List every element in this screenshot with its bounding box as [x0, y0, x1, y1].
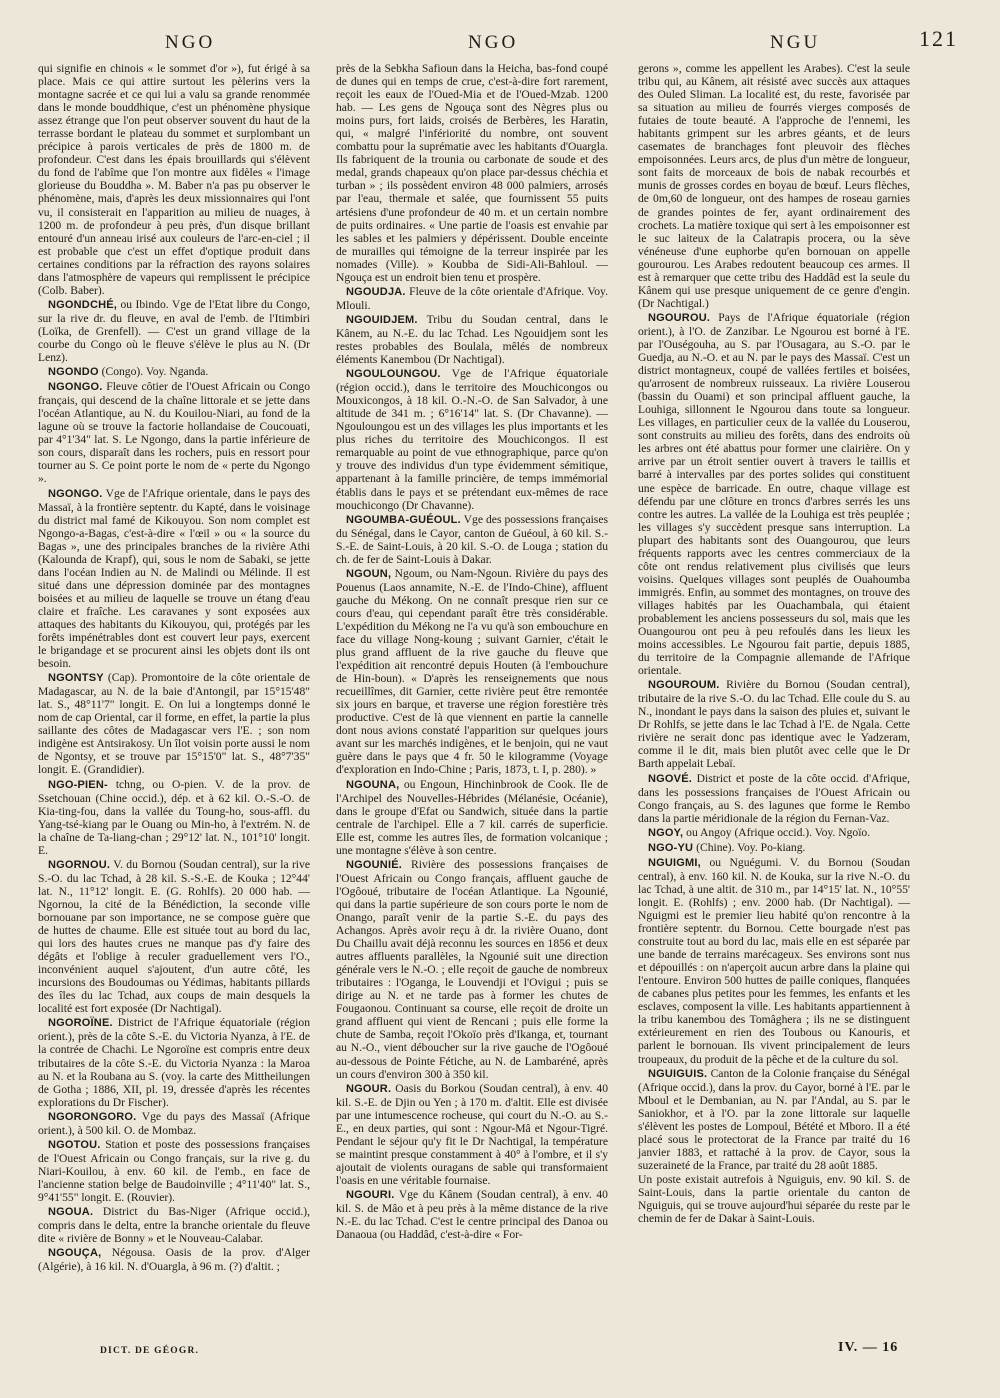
text-column-3: [638, 62, 910, 1226]
dictionary-entry: [638, 1173, 910, 1225]
entry-headword: NGOUROU.: [648, 311, 711, 324]
dictionary-entry: [336, 858, 608, 1081]
dictionary-entry: [38, 1138, 310, 1204]
dictionary-entry: [38, 858, 310, 1016]
entry-body: gerons », comme les appellent les Arabes). C'est la seule tribu qui, au Kânem, ait résisté avec succès aux attaques des Ouled Sliman. La localité est, du reste, favorisée par sa situation au milieu de fourrés vierges composés de futaies de toute beauté. A l'approche de l'ennemi, les habitants grimpent sur les arbres géants, et de leurs casemates de branchages font pleuvoir des flèches empoisonnées. Leurs arcs, de plus d'un mètre de longueur, sont faits de morceaux de bois de nabak recourbés et munis de grosses cordes en boyau de bœuf. Leurs flèches, de 0m,60 de longueur, ont des hampes de roseau garnies de grandes pointes de fer, ayant ordinairement des crochets. La matière toxique qui sert à les empoisonner est le suc laiteux de la Calatrapis procera, ou la sève vénéneuse d'une euphorbe qu'en bornouan on appelle gourourou. Les Arabes redoutent beaucoup ces armes. Il est à remarquer que cette tribu des Haddâd est la seule du Kânem qui use presque uniquement de ce genre d'engin. (Dr Nachtigal.): [638, 62, 910, 310]
entry-body: Tribu du Soudan central, dans le Kânem, au N.-E. du lac Tchad. Les Ngouidjem sont les restes probables des Boulala, mêlés de nombreux éléments Kanembou (Dr Nachtigal).: [336, 312, 608, 367]
dictionary-entry: [38, 1016, 310, 1108]
entry-headword: NGONGO.: [48, 487, 103, 500]
entry-headword: NGO-YU: [648, 841, 694, 854]
entry-body: (Cap). Promontoire de la côte orientale de Madagascar, au N. de la baie d'Antongil, par 15°15'48" lat. S., 48°11'7" longit. E. On lui a longtemps donné le nom de cap Oriental, car il forme, en effet, la partie la plus saillante des côtes de Madagascar vers l'E. ; son nom indigène est Antsirakosy. Un îlot voisin porte aussi le nom de Ngontsy, et se trouve par 15°15'0" lat. S., 48°7'35" longit. E. (Grandidier).: [38, 671, 310, 777]
dictionary-entry: [38, 1110, 310, 1137]
running-header: [0, 18, 1000, 58]
entry-body: Vge du Kânem (Soudan central), à env. 40 kil. S. de Mâo et à peu près à la même distance de la rive N.-E. du lac Tchad. C'est le centre principal des Danoa ou Danaoua (ou Haddâd, c'est-à-dire « For-: [336, 1187, 608, 1242]
entry-headword: NGONGO.: [48, 381, 103, 394]
entry-body: ou Engoun, Hinchinbrook de Cook. Ile de l'Archipel des Nouvelles-Hébrides (Mélanésie, Océanie), dans le groupe d'Efat ou Sandwich, située dans la partie centrale de l'archipel. Elle a 7 kil. carrés de superficie. Elle est, comme les autres îles, de formation volcanique ; une montagne s'élève à son centre.: [336, 777, 609, 857]
dictionary-entry: [336, 285, 608, 312]
entry-headword: NGOUROUM.: [648, 679, 720, 692]
entry-body: tchng, ou O-pien. V. de la prov. de Ssetchouan (Chine occid.), dép. et à 62 kil. O.-S.-O. de Kia-ting-fou, dans la vallée du Toung-ho, sous-affl. du Yang-tsé-kiang par le Ouang ou Min-ho, à l'extrém. N. de la chaîne de Ta-liang-chan ; 29°12' lat. N., 101°10' longit. E.: [38, 777, 310, 857]
dictionary-entry: [638, 826, 910, 840]
entry-headword: NGO-PIEN-: [48, 778, 108, 791]
page-number: 121: [919, 26, 958, 51]
entry-body: qui signifie en chinois « le sommet d'or »), fut érigé à sa place. Mais ce qui attire surtout les pèlerins vers la montagne sacrée et ce qui lui a valu sa grande renommée dans le monde bouddhique, c'est un phénomène physique assez étrange que l'on peut observer souvent du haut de la terrasse bordant le plateau du sommet et surplombant un précipice à parois verticales de près de 1800 m. de profondeur. C'est dans les épais brouillards qui s'élèvent du fond de l'abîme que l'on montre aux fidèles « l'image glorieuse du Bouddha ». M. Baber n'a pas pu observer le phénomène, mais, d'après les deux missionnaires qui l'ont vu, il consisterait en l'apparition au milieu de nuages, à 1200 m. de profondeur à peu près, d'un disque brillant entouré d'un anneau irisé aux couleurs de l'arc-en-ciel ; il est probable que c'est un effet d'optique produit dans certaines conditions par la réfraction des rayons solaires dans l'atmosphère de vapeurs qui remplissent le précipice (Colb. Baber).: [38, 62, 310, 297]
dictionary-entry: [38, 671, 310, 776]
dictionary-entry: [336, 1188, 608, 1241]
entry-body: Négousa. Oasis de la prov. d'Alger (Algérie), à 16 kil. N. d'Ouargla, à 96 m. (?) d'altit. ;: [38, 1246, 310, 1274]
entry-body: Canton de la Colonie française du Sénégal (Afrique occid.), dans la prov. du Cayor, borné à l'E. par le Mboul et le Dembanian, au N. par l'Andal, au S. par le Saniokhor, et à l'O. par la zone littorale sur laquelle s'élèvent les postes de Lompoul, Bétété et Mboro. Il a été placé sous le protectorat de la France par traité du 16 janvier 1883, et rattaché à la prov. de Cayor, sous la suzeraineté de la France, par traité du 28 août 1885.: [638, 1066, 910, 1172]
entry-body: Rivière des possessions françaises de l'Ouest Africain ou Congo français, affluent gauche de l'Ogôoué, tributaire de l'océan Atlantique. La Ngounié, qui dans la partie supérieure de son cours porte le nom de Onango, paraît venir de la partie S.-E. du pays des Achangos. Après avoir reçu à dr. la rivière Ouano, dont Du Chaillu avait déjà reconnu les sources en 1856 et deux autres affluents parallèles, la Ngounié suit une direction générale vers le N.-O. ; elle reçoit de gauche de nombreux tributaires : l'Oganga, le Louvendji et l'Ovigui ; puis se dirige au N. et ne tarde pas à former les chutes de Fougaonou. Continuant sa course, elle reçoit de droite un grand affluent qui vient de Rencani ; puis elle forme la chute de Samba, reçoit l'Okoïo près d'Ikanga, et, tournant au N.-O., vient déboucher sur la rive gauche de l'Ogôoué au-dessous de Pointe Fétiche, au N. de Lambaréné, après un cours d'environ 300 à 350 kil.: [336, 857, 609, 1081]
dictionary-entry: [638, 311, 910, 677]
dictionary-entry: [38, 380, 310, 485]
entry-headword: NGOROÏNE.: [48, 1017, 113, 1030]
dictionary-entry: [38, 62, 310, 297]
entry-headword: NGOUR.: [346, 1082, 392, 1095]
dictionary-entry: [336, 1082, 608, 1187]
entry-headword: NGOUÇA,: [48, 1247, 102, 1260]
dictionary-entry: [38, 1205, 310, 1245]
dictionary-entry: [38, 365, 310, 379]
entry-headword: NGOUA.: [48, 1206, 94, 1219]
entry-body: District de l'Afrique équatoriale (région orient.), près de la côte S.-E. du Victoria Nyanza, à l'E. de la contrée de Chachi. Le Ngoroïne est compris entre deux tributaires de la côte S.-E. du Victoria Nyanza : la Maroa au N. et la Roubana au S. (voy. la carte des Mittheilungen de Gotha ; 1886, XII, pl. 19, dressée d'après les récentes explorations du Dr Fischer).: [38, 1016, 311, 1109]
entry-body: Fleuve de la côte orientale d'Afrique. Voy. Mlouli.: [336, 284, 608, 312]
entry-headword: NGOUNA,: [346, 778, 400, 791]
entry-body: Fleuve côtier de l'Ouest Africain ou Congo français, qui descend de la chaîne littorale et se jette dans l'océan Atlantique, au N. du Kouilou-Niari, au fond de la lagune où se trouve la factorie hollandaise de Coucouati, par 4°1'34" lat. S. Le Ngongo, dans la partie inférieure de son cours, disparaît dans les rochers, puis en ressort pour tourner au S. Ce point porte le nom de « perte du Ngongo ».: [38, 380, 310, 486]
entry-body: ou Angoy (Afrique occid.). Voy. Ngoïo.: [686, 825, 871, 839]
entry-headword: NGOVÉ.: [648, 772, 692, 785]
entry-body: V. du Bornou (Soudan central), sur la rive S.-O. du lac Tchad, à 28 kil. S.-S.-E. de Kouka ; 12°44' lat. N., 11°12' longit. E. (G. Rohlfs). 20 000 hab. — Ngornou, la cité de la Bénédiction, la seconde ville bornouane par son importance, ne se compose guère que de huttes de chaume. Elle est située tout au bord du lac, qui lors des hautes crues ne manque pas d'y faire des dégâts et l'oblige à reculer graduellement vers l'O., inconvénient auquel s'ajoutent, d'un autre côté, les incursions des Boudoumas ou Yédimas, habitants pillards des îles du lac Tchad, aux coups de main desquels la localité est fort exposée (Dr Nachtigal).: [38, 857, 310, 1016]
entry-body: ou Nguégumi. V. du Bornou (Soudan central), à env. 160 kil. N. de Kouka, sur la rive N.-O. du lac Tchad, à une altit. de 310 m., par 14°15' lat. N., 10°55' longit. E. (Rohlfs) ; env. 2000 hab. (Dr Nachtigal). — Nguigmi est le premier lieu habité qu'on rencontre à la frontière septentr. du Bornou. Cette bourgade n'est pas construite tout au bord du lac, mais elle en est séparée par une bande de terrains marécageux. Ses environs sont nus et dépouillés : on n'aperçoit aucun arbre dans la plaine qui l'entoure. Environ 500 huttes de paille coniques, flanquées de cabanes plus petites pour les femmes, les enfants et les esclaves, composent la ville. Les habitants appartiennent à la tribu kanembou des Tomâghera ; ils ne se distinguent extérieurement en rien des Toubous ou Kanouris, et parlent le bornouan. Ils vivent principalement de leurs troupeaux, du produit de la pêche et de la culture du sol.: [638, 855, 910, 1066]
entry-body: Vge des possessions françaises du Sénégal, dans le Cayor, canton de Guéoul, à 60 kil. S.-S.-E. de Saint-Louis, à 20 kil. S.-O. de Louga ; station du ch. de fer de Saint-Louis à Dakar.: [336, 512, 608, 566]
dictionary-entry: [336, 313, 608, 366]
entry-body: Ngoum, ou Nam-Ngoun. Rivière du pays des Pouenus (Laos annamite, N.-E. de l'Indo-Chine), affluent gauche du Mékong. On ne connaît presque rien sur ce cours d'eau, qui cependant paraît être très considérable. L'expédition du Mékong ne l'a vu qu'à son embouchure en face du village Nong-koung ; suivant Garnier, c'était le plus grand affluent de la rive gauche du fleuve que l'expédition ait rencontré depuis Houten (à l'embouchure de Hin-boun). « D'après les renseignements que nous recueillîmes, dit Garnier, cette rivière peut être remontée six jours en barque, et traverse une région forestière très productive. C'est de là que viennent en partie la cannelle dont nous avions constaté l'apparition sur quelques jours avant sur les marchés indigènes, et le benjoin, qui ne vaut guère dans le pays que 4 fr. 50 le kilogramme (Voyage d'exploration en Indo-Chine ; Paris, 1873, t. I, p. 280). »: [336, 566, 608, 777]
entry-body: Un poste existait autrefois à Nguiguis, env. 90 kil. S. de Saint-Louis, dans la partie orientale du canton de Nguiguis, qui se trouve aujourd'hui séparée du reste par le chemin de fer de Dakar à Saint-Louis.: [638, 1172, 910, 1226]
entry-headword: NGOUN,: [346, 567, 392, 580]
dictionary-entry: [638, 1067, 910, 1172]
entry-headword: NGONDO: [48, 366, 99, 379]
entry-headword: NGOULOUNGOU.: [346, 368, 441, 381]
entry-body: (Chine). Voy. Po-kiang.: [696, 840, 806, 854]
entry-body: ou Ibindo. Vge de l'Etat libre du Congo, sur la rive dr. du fleuve, en aval de l'emb. de l'Itimbiri (Loïka, de Grenfell). — C'est un grand village de la courbe du Congo où le fleuve s'élève le plus au N. (Dr Lenz).: [38, 297, 310, 365]
entry-body: District du Bas-Niger (Afrique occid.), compris dans le delta, entre la branche orientale du fleuve dite « rivière de Bonny » et le Nouveau-Calabar.: [38, 1205, 310, 1246]
text-column-2: [336, 62, 608, 1242]
entry-body: District et poste de la côte occid. d'Afrique, dans les possessions françaises de l'Ouest Africain ou Congo français, au S. des lagunes que forme le Rembo dans la partie méridionale de la région du Fernan-Vaz.: [638, 771, 910, 825]
entry-headword: NGOUMBA-GUÉOUL.: [346, 513, 461, 526]
footer-signature: DICT. DE GÉOGR.: [100, 1346, 200, 1356]
entry-body: Vge de l'Afrique équatoriale (région occid.), dans le territoire des Mouchicongos ou Mouxicongos, à 18 kil. O.-N.-O. de San Salvador, à une altitude de 341 m. ; 6°16'14" lat. S. (Dr Chavanne). — Ngouloungou est un des villages les plus importants et les plus riches du territoire des Mouchicongos. Il est remarquable au point de vue ethnographique, parce qu'on y trouve des individus d'un type évidemment sémitique, appartenant à la famille princière, de temps immémorial établis dans le pays et se prétendant eux-mêmes de race mouchicongo (Dr Chavanne).: [336, 367, 608, 512]
entry-headword: NGOUNIÉ.: [346, 858, 402, 871]
header-center-word: NGO: [468, 32, 519, 53]
dictionary-entry: [638, 856, 910, 1066]
entry-body: Pays de l'Afrique équatoriale (région orient.), à l'O. de Zanzibar. Le Ngourou est borné à l'E. par l'Ouségouha, au S. par l'Ousagara, au S.-O. par le Guedja, au N.-O. et au N. par le pays des Massaï. C'est un district montagneux, coupé de vallées fertiles et boisées, qu'arrosent de nombreux ruisseaux. La rivière Louserou (bassin du Ouami) et son principal affluent gauche, la Louhiga, sillonnent le Ngourou dans toute sa longueur. Les villages, en particulier ceux de la vallée du Louserou, sont construits au milieu des forêts, dans des endroits où les arbres ont été abattus pour former une clairière. On y arrive par un étroit sentier ouvert à travers le taillis et barré à intervalles par des portes solides qui constituent une espèce de barricade. En outre, chaque village est défendu par une clôture en troncs d'arbres serrés les uns contre les autres. La vallée de la Louhiga est très peuplée ; les villages s'y succèdent presque sans interruption. La plupart des habitants sont des Ouangourou, que leurs fréquents rapports avec les centres commerciaux de la côte ont rendus relativement plus civilisés que leurs voisins. Quelques villages sont peuplés de Ouahoumba immigrés. Enfin, au sommet des montagnes, on trouve des villages habités par les Ouachambala, qui étaient probablement les anciens possesseurs du sol, mais que les Ouangourou ont peu à peu refoulés dans les lieux les moins accessibles. Le Ngourou fait partie, depuis 1885, du territoire de la Compagnie allemande de l'Afrique orientale.: [638, 310, 910, 678]
dictionary-entry: [638, 841, 910, 855]
dictionary-entry: [336, 567, 608, 777]
entry-headword: NGOURI.: [346, 1188, 395, 1201]
dictionary-entry: [336, 778, 608, 857]
dictionary-entry: [638, 772, 910, 825]
entry-headword: NGORONGORO.: [48, 1110, 137, 1123]
entry-body: Rivière du Bornou (Soudan central), tributaire de la rive S.-O. du lac Tchad. Elle coule du S. au N., inondant le pays dans la saison des pluies et, suivant le Dr Rohlfs, se jette dans le lac Tchad à l'E. de Ngala. Cette rivière ne serait donc pas identique avec le Yadzeram, comme il le dit, mais bien plutôt avec celle que le Dr Barth appelait Lebaï.: [638, 678, 910, 771]
entry-body: (Congo). Voy. Nganda.: [101, 365, 209, 379]
text-column-1: [38, 62, 310, 1274]
page-footer: [0, 1336, 1000, 1376]
entry-headword: NGORNOU.: [48, 858, 111, 871]
dictionary-entry: [38, 298, 310, 364]
entry-headword: NGOTOU.: [48, 1138, 101, 1151]
entry-body: Vge du pays des Massaï (Afrique orient.), à 500 kil. O. de Mombaz.: [38, 1109, 310, 1137]
dictionary-entry: [38, 778, 310, 857]
dictionary-entry: [336, 367, 608, 512]
header-left-word: NGO: [165, 32, 216, 53]
entry-headword: NGONTSY: [48, 672, 104, 685]
entry-headword: NGUIGUIS.: [648, 1067, 708, 1080]
entry-headword: NGOUIDJEM.: [346, 313, 418, 326]
entry-headword: NGONDCHÉ,: [48, 298, 118, 311]
entry-body: Station et poste des possessions françaises de l'Ouest Africain ou Congo français, sur la rive g. du Niari-Kouilou, à env. 60 kil. de l'emb., en face de l'ancienne station belge de Baudoinville ; 4°11'40" lat. S., 9°41'55" longit. E. (Rouvier).: [38, 1137, 310, 1204]
dictionary-entry: [336, 513, 608, 566]
entry-body: Oasis du Borkou (Soudan central), à env. 40 kil. S.-E. de Djin ou Yen ; à 170 m. d'altit. Elle est divisée par une intumescence rocheuse, qui court du N.-O. au S.-E., en deux parties, qui sont : Ngour-Mâ et Ngour-Tigré. Pendant le séjour qu'y fit le Dr Nachtigal, la température se maintint presque constamment à 40° à l'ombre, et il s'y ajoutait de violents ouragans de sable qui transformaient l'oasis en une véritable fournaise.: [336, 1081, 608, 1187]
entry-headword: NGUIGMI,: [648, 856, 701, 869]
dictionary-entry: [38, 1246, 310, 1273]
dictionary-entry: [38, 487, 310, 671]
dictionary-entry: [638, 678, 910, 770]
entry-headword: NGOY,: [648, 826, 684, 839]
entry-headword: NGOUDJA.: [346, 285, 406, 298]
entry-body: Vge de l'Afrique orientale, dans le pays des Massaï, à la frontière septentr. du Kapté, dans le voisinage du district mal famé de Kikouyou. Son nom complet est Ngongo-a-Bagas, c'est-à-dire « l'œil » ou « la source du Bagas », une des principales branches de la rivière Athi (Kalounda de Krapf), qui, sous le nom de Sabaki, se jette dans l'océan Indien au N. de Malindi ou Mélinde. Il est situé dans une dépression dominée par des montagnes boisées et au milieu de laquelle se trouve un étang d'eau claire et fraîche. Les caravanes y sont exposées aux attaques des habitants du Kikouyou, qui, protégés par les forêts impénétrables dont est couvert leur pays, exercent le brigandage et se procurent ainsi les objets dont ils ont besoin.: [38, 486, 310, 671]
header-right-word: NGU: [770, 32, 821, 53]
dictionary-entry: [336, 62, 608, 284]
entry-body: près de la Sebkha Safioun dans la Heicha, bas-fond coupé de dunes qui en temps de crue, c'est-à-dire fort rarement, reçoit les eaux de l'Oued-Mia et de l'Oued-Mzab. 1200 hab. — Les gens de Ngouça sont des Nègres plus ou moins purs, fort laids, croisés de Berbères, les Haratin, qui, « malgré l'infériorité du nombre, ont souvent combattu pour la suprématie avec les habitants d'Ouargla. Ils fabriquent de la trounia ou carbonate de soude et des medal, grands chapeaux qu'on place par-dessus chéchia et turban » ; ils possèdent environ 48 000 palmiers, arrosés par l'eau, thermale et salée, que fournissent 55 puits artésiens d'une profondeur de 40 m. et un certain nombre de puits ordinaires. « Une partie de l'oasis est envahie par les sables et les palmiers y dépérissent. Double enceinte de murailles qui témoigne de la terreur inspirée par les nomades (Ville). » Koubba de Sidi-Ali-Bahloul. — Ngouça est un endroit bien tenu et prospère.: [336, 62, 608, 284]
footer-volume: IV. — 16: [838, 1340, 899, 1355]
dictionary-entry: [638, 62, 910, 310]
